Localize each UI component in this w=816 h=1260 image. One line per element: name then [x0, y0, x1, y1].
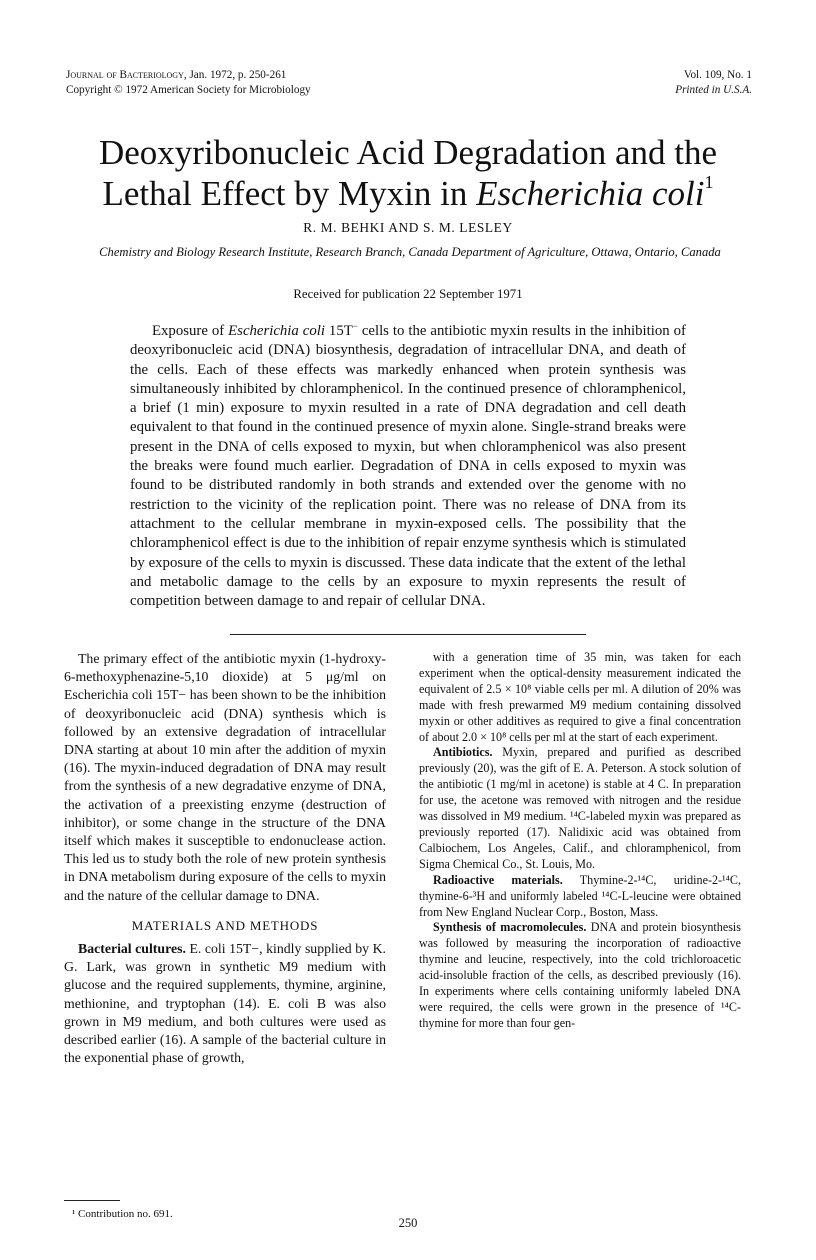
- title-species: Escherichia coli: [476, 174, 705, 213]
- continued-paragraph: with a generation time of 35 min, was taken for each experiment when the optical-density measurement indicated the equivalent of 2.5 × 10⁸ viable cells per ml. A dilution of 20% was made with fresh prewarmed M9 medium containing dissolved myxin or other additives as required to give a final concentration of about 2.0 × 10⁸ cells per ml at the start of each experiment.: [419, 650, 741, 744]
- abstract: [130, 322, 686, 611]
- synthesis-text: DNA and protein biosynthesis was followed by measuring the incorporation of radioactive thymine and leucine, respectively, into the cold trichloroacetic acid-insoluble fraction of the cells, as described previously (16). In experiments where cells containing uniformly labeled DNA were required, the cells were grown in the presence of ¹⁴C-thymine for more than four gen-: [419, 920, 741, 1030]
- body-column-right: [419, 650, 741, 1032]
- radioactive-materials-title: Radioactive materials.: [433, 872, 563, 887]
- footnote: ¹ Contribution no. 691.: [72, 1208, 173, 1220]
- authors: R. M. BEHKI AND S. M. LESLEY: [303, 220, 513, 235]
- title-line-2-text: Lethal Effect by Myxin in: [102, 174, 477, 213]
- title-line-1: Deoxyribonucleic Acid Degradation and the: [98, 133, 718, 172]
- synthesis-title: Synthesis of macromolecules.: [433, 920, 587, 935]
- abstract-text-b: 15T: [324, 323, 353, 339]
- running-header-right: [675, 68, 752, 98]
- section-heading: MATERIALS AND METHODS: [131, 917, 319, 933]
- article-title: [40, 132, 776, 214]
- section-divider: [230, 634, 586, 635]
- copyright-line: Copyright © 1972 American Society for Microbiology: [66, 84, 311, 96]
- title-footnote-mark: 1: [704, 172, 714, 192]
- printed-in: Printed in U.S.A.: [675, 84, 752, 96]
- radioactive-materials-paragraph: [419, 873, 741, 921]
- abstract-species: Escherichia coli: [228, 323, 325, 339]
- issue-date-pages: , Jan. 1972, p. 250-261: [183, 69, 287, 81]
- volume-issue: Vol. 109, No. 1: [683, 69, 752, 81]
- body-column-left: [64, 650, 386, 1067]
- bacterial-cultures-paragraph: [64, 940, 386, 1067]
- antibiotics-text: Myxin, prepared and purified as described previously (20), was the gift of E. A. Peterson. A stock solution of the antibiotic (1 mg/ml in acetone) is stable at 4 C. In preparation for use, the acetone was removed with nitrogen and the residue was dissolved in M9 medium. ¹⁴C-labeled myxin was prepared as previously reported (17). Nalidixic acid was obtained from Calbiochem, Los Angeles, Calif., and chloramphenicol, from Sigma Chemical Co., St. Louis, Mo.: [419, 745, 741, 871]
- journal-name: Journal of Bacteriology: [66, 69, 184, 81]
- abstract-text-a: Exposure of: [152, 323, 229, 339]
- bacterial-cultures-text: E. coli 15T−, kindly supplied by K. G. Lark, was grown in synthetic M9 medium with glucose and the required supplements, thymine, arginine, methionine, and tryptophan (14). E. coli B was also grown in M9 medium, and both cultures were used as described earlier (16). A sample of the bacterial culture in the exponential phase of growth,: [64, 941, 387, 1066]
- received-date: Received for publication 22 September 1971: [293, 287, 523, 301]
- antibiotics-title: Antibiotics.: [433, 745, 493, 760]
- abstract-superscript: −: [352, 321, 358, 331]
- synthesis-paragraph: [419, 920, 741, 1031]
- footnote-rule: [64, 1200, 120, 1201]
- abstract-text-c: cells to the antibiotic myxin results in the inhibition of deoxyribonucleic acid (DNA) biosynthesis, degradation of intracellular DNA, and death of the cells. Each of these effects was markedly enhanced when protein synthesis was simultaneously inhibited by chloramphenicol. In the continued presence of chloramphenicol, a brief (1 min) exposure to myxin resulted in a rate of DNA degradation and cell death equivalent to that found in the continued presence of myxin alone. Single-strand breaks were present in the DNA of cells exposed to myxin, but when chloramphenicol was also present the breaks were found much earlier. Degradation of DNA in cells exposed to myxin was found to be distributed randomly in both strands and extended over the genome with no restriction to the vicinity of the replication point. There was no release of DNA from its attachment to the cellular membrane in myxin-exposed cells. The possibility that the chloramphenicol effect is due to the inhibition of repair enzyme synthesis which is stimulated by exposure of the cells to myxin is discussed. These data indicate that the extent of the lethal and metabolic damage to the cells by an exposure to myxin represents the result of competition between damage to and repair of cellular DNA.: [130, 323, 686, 610]
- title-line-2: [40, 173, 776, 214]
- intro-paragraph: The primary effect of the antibiotic myxin (1-hydroxy-6-methoxyphenazine-5,10 dioxide) at 5 μg/ml on Escherichia coli 15T− has been shown to be the inhibition of deoxyribonucleic acid (DNA) synthesis which is followed by an extensive degradation of intracellular DNA starting at about 10 min after the addition of myxin (16). The myxin-induced degradation of DNA may result from the synthesis of a new degradative enzyme of DNA, the activation of a preexisting enzyme (destruction of inhibitor), or some change in the structure of the DNA itself which makes it susceptible to endonuclease action. This led us to study both the role of new protein synthesis in DNA metabolism during exposure of the cells to myxin and the nature of the cellular damage to DNA.: [64, 651, 386, 903]
- affiliation: Chemistry and Biology Research Institute, Research Branch, Canada Department of Agriculture, Ottawa, Ontario, Canada: [99, 245, 721, 259]
- running-header-left: [66, 68, 311, 98]
- bacterial-cultures-title: Bacterial cultures.: [78, 941, 186, 957]
- antibiotics-paragraph: [419, 745, 741, 872]
- radioactive-materials-text: Thymine-2-¹⁴C, uridine-2-¹⁴C, thymine-6-³H and uniformly labeled ¹⁴C-L-leucine were obtained from New England Nuclear Corp., Boston, Mass.: [419, 872, 741, 919]
- page-number: 250: [398, 1216, 418, 1230]
